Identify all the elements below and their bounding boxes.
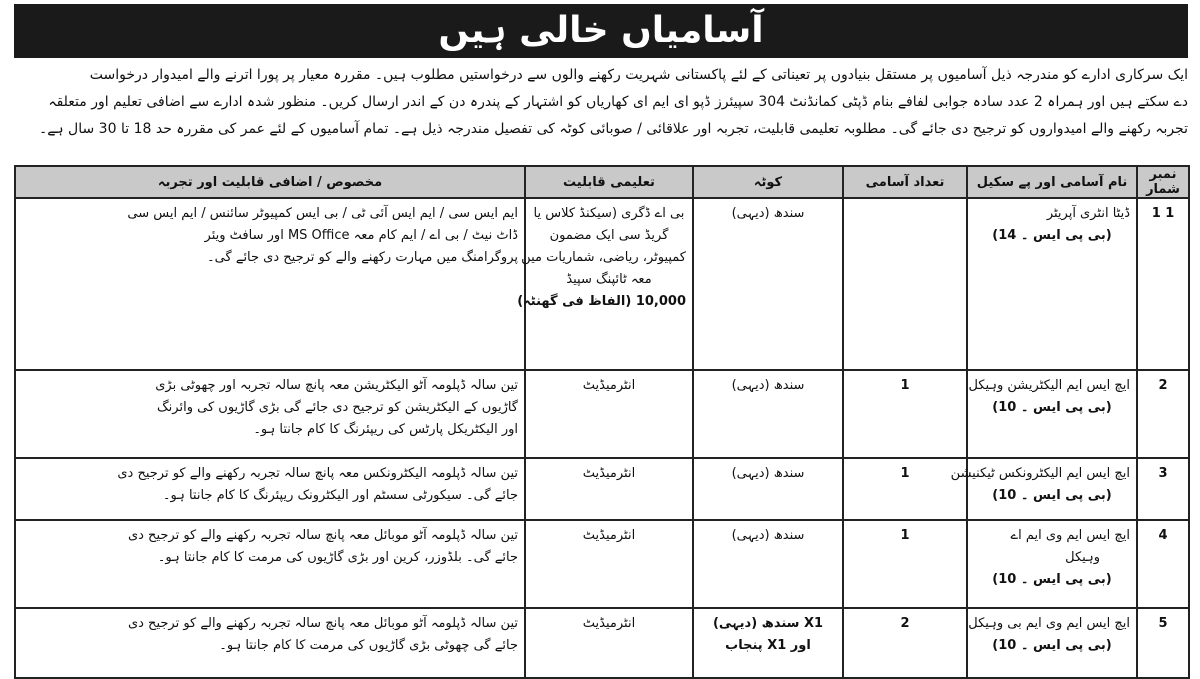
extra-line: ڈاٹ نیٹ / بی اے / ایم کام معہ MS Office اور سافٹ ویئر: [204, 228, 518, 243]
row-number: 3: [1137, 458, 1189, 520]
extra-line: تین سالہ ڈپلومہ آٹو الیکٹریشن معہ پانچ سالہ تجربہ اور چھوٹی بڑی: [155, 378, 518, 393]
extra-cell: [15, 458, 525, 520]
quota-line: سندھ (دیہی): [731, 378, 805, 393]
extra-line: اور الیکٹریکل پارٹس کی ریپئرنگ کا کام جانتا ہو۔: [253, 422, 518, 437]
qualification-cell: [525, 458, 693, 520]
header-post: نام آسامی اور پے سکیل: [967, 166, 1137, 198]
extra-line: پروگرامنگ میں مہارت رکھنے والے کو ترجیح دی جائے گی۔: [207, 250, 518, 265]
extra-line: جائے گی۔ بلڈوزر، کرین اور بڑی گاڑیوں کی مرمت کا کام جانتا ہو۔: [157, 550, 518, 565]
post-count: 1: [843, 458, 967, 520]
post-name: ڈیٹا انٹری آپریٹر: [1046, 206, 1130, 221]
qualification-line: انٹرمیڈیٹ: [582, 616, 636, 631]
extra-cell: [15, 608, 525, 678]
quota-cell: [693, 458, 843, 520]
post-name-continued: وہیکل: [1065, 550, 1100, 565]
header-extra: مخصوص / اضافی قابلیت اور تجربہ: [15, 166, 525, 198]
pay-scale: (بی پی ایس ۔ 10): [992, 488, 1112, 503]
qualification-line: گریڈ سی ایک مضمون: [549, 228, 669, 243]
header-qualification: تعلیمی قابلیت: [525, 166, 693, 198]
quota-cell: [693, 520, 843, 608]
extra-line: جائے گی چھوٹی بڑی گاڑیوں کی مرمت کا کام جانتا ہو۔: [219, 638, 518, 653]
extra-line: ایم ایس سی / ایم ایس آئی ٹی / بی ایس کمپیوٹر سائنس / ایم ایس سی: [127, 206, 518, 221]
pay-scale: (بی پی ایس ۔ 10): [992, 400, 1112, 415]
row-number: 1 1: [1137, 198, 1189, 370]
post-name: ایچ ایس ایم الیکٹرونکس ٹیکنیشن: [950, 466, 1130, 481]
post-count: 1: [843, 370, 967, 458]
table-row: [15, 520, 1189, 608]
banner-title: آسامیاں خالی ہیں: [14, 4, 1188, 58]
quota-line: سندھ (دیہی): [731, 528, 805, 543]
pay-scale: (بی پی ایس ۔ 10): [992, 638, 1112, 653]
table-row: [15, 608, 1189, 678]
quota-cell: [693, 608, 843, 678]
table-row: [15, 458, 1189, 520]
extra-cell: [15, 198, 525, 370]
intro-paragraph: [12, 62, 1188, 143]
table-row: [15, 198, 1189, 370]
post-cell: [967, 608, 1137, 678]
qualification-line: انٹرمیڈیٹ: [582, 378, 636, 393]
quota-line: X1 سندھ (دیہی): [712, 616, 824, 631]
post-name: ایچ ایس ایم الیکٹریشن وہیکل: [968, 378, 1130, 393]
extra-line: تین سالہ ڈپلومہ الیکٹرونکس معہ پانچ سالہ تجربہ رکھنے والے کو ترجیح دی: [117, 466, 518, 481]
intro-line: دے سکتے ہیں اور ہمراہ 2 عدد سادہ جوابی لفافے بنام ڈپٹی کمانڈنٹ 304 سپیئرز ڈپو ای ایم ای کھاریاں کو اشتہار کے پندرہ دن کے اندر ارسال کریں۔ منظور شدہ ادارے سے اضافی تعلیم اور متعلقہ: [48, 94, 1188, 110]
header-count: تعداد آسامی: [843, 166, 967, 198]
row-number: 4: [1137, 520, 1189, 608]
post-cell: [950, 458, 1137, 520]
qualification-cell: [525, 370, 693, 458]
table-header-row: [15, 166, 1189, 198]
extra-cell: [15, 520, 525, 608]
qualification-cell: [525, 520, 693, 608]
quota-cell: [693, 198, 843, 370]
quota-line: سندھ (دیہی): [731, 206, 805, 221]
extra-line: تین سالہ ڈپلومہ آٹو موبائل معہ پانچ سالہ تجربہ رکھنے والے کو ترجیح دی: [127, 528, 518, 543]
extra-line: تین سالہ ڈپلومہ آٹو موبائل معہ پانچ سالہ تجربہ رکھنے والے کو ترجیح دی: [127, 616, 518, 631]
post-name: ایچ ایس ایم وی ایم بی وہیکل: [968, 616, 1130, 631]
quota-cell: [693, 370, 843, 458]
row-number: 2: [1137, 370, 1189, 458]
table-row: [15, 370, 1189, 458]
post-cell: [967, 520, 1137, 608]
row-number: 5: [1137, 608, 1189, 678]
intro-line: ایک سرکاری ادارے کو مندرجہ ذیل آسامیوں پر مستقل بنیادوں پر تعیناتی کے لئے پاکستانی شہریت رکھنے والوں سے درخواستیں مطلوب ہیں۔ مقررہ معیار پر پورا اترنے والے امیدوار درخواست: [89, 67, 1188, 83]
extra-line: گاڑیوں کے الیکٹریشن کو ترجیح دی جائے گی بڑی گاڑیوں کی وائرنگ: [157, 400, 518, 415]
qualification-line: معہ ٹائپنگ سپیڈ: [566, 272, 652, 287]
qualification-line: بی اے ڈگری (سیکنڈ کلاس یا: [533, 206, 685, 221]
post-cell: [967, 370, 1137, 458]
quota-line: اور X1 پنجاب: [725, 638, 811, 653]
qualification-line: کمپیوٹر، ریاضی، شماریات میں: [521, 250, 686, 265]
qualification-line: 10,000 (الفاظ فی گھنٹہ): [517, 294, 686, 309]
post-count: 2: [843, 608, 967, 678]
qualification-cell: [517, 198, 693, 370]
header-number: نمبر شمار: [1137, 166, 1189, 198]
intro-line: تجربہ رکھنے والے امیدواروں کو ترجیح دی جائے گی۔ مطلوبہ تعلیمی قابلیت، تجربہ اور علاقائی / صوبائی کوٹہ کی تفصیل مندرجہ ذیل ہے۔ تمام آسامیوں کے لئے عمر کی مقررہ حد 18 تا 30 سال ہے۔: [38, 121, 1188, 137]
vacancies-table: [14, 165, 1190, 679]
post-count: [843, 198, 967, 370]
qualification-line: انٹرمیڈیٹ: [582, 466, 636, 481]
qualification-cell: [525, 608, 693, 678]
quota-line: سندھ (دیہی): [731, 466, 805, 481]
pay-scale: (بی پی ایس ۔ 10): [992, 572, 1112, 587]
extra-line: جائے گی۔ سیکورٹی سسٹم اور الیکٹرونک ریپئرنگ کا کام جانتا ہو۔: [162, 488, 518, 503]
pay-scale: (بی پی ایس ۔ 14): [992, 228, 1112, 243]
qualification-line: انٹرمیڈیٹ: [582, 528, 636, 543]
extra-cell: [15, 370, 525, 458]
post-cell: [967, 198, 1137, 370]
header-quota: کوٹہ: [693, 166, 843, 198]
post-name: ایچ ایس ایم وی ایم اے: [1010, 528, 1130, 543]
post-count: 1: [843, 520, 967, 608]
